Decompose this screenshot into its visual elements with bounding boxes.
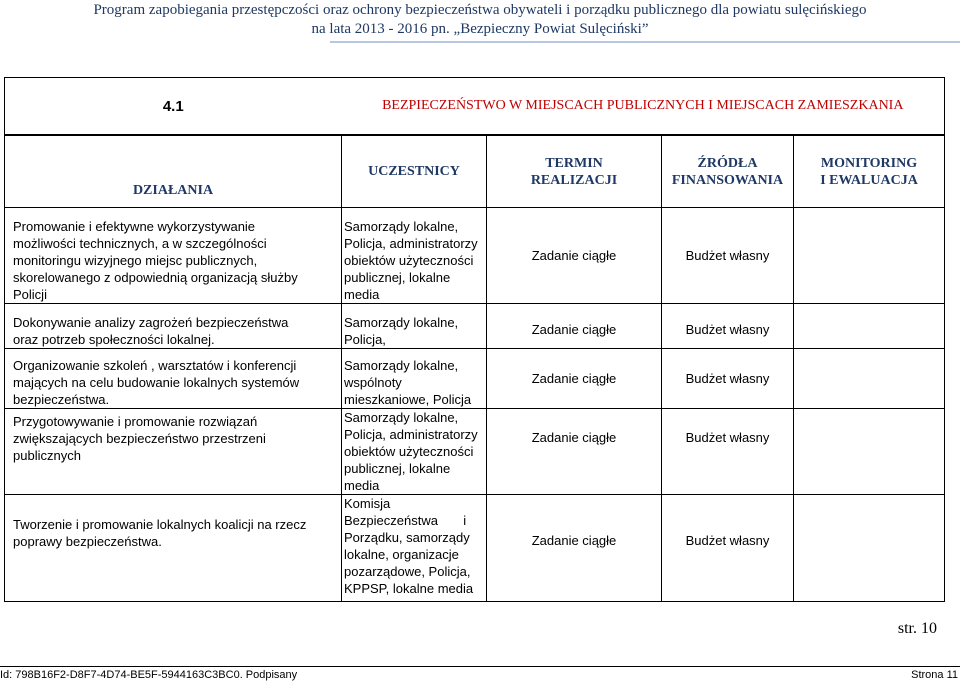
header-line-2: na lata 2013 - 2016 pn. „Bezpieczny Powiat Sulęciński” (311, 21, 649, 37)
participants-cell: Samorządy lokalne, Policja, administratorzy obiektów użyteczności publicznej, lokalne media (342, 409, 487, 495)
col-header-term: TERMIN REALIZACJI (487, 136, 662, 208)
action-cell: Tworzenie i promowanie lokalnych koalicji na rzecz poprawy bezpieczeństwa. (5, 495, 342, 602)
page-of-label: Strona 11 (911, 669, 958, 681)
section-title: BEZPIECZEŃSTWO W MIEJSCACH PUBLICZNYCH I MIEJSCACH ZAMIESZKANIA (342, 78, 945, 135)
participants-cell: Komisja Bezpieczeństwa i Porządku, samorządy lokalne, organizacje pozarządowe, Policja, KPPSP, lokalne media (342, 495, 487, 602)
action-cell: Organizowanie szkoleń , warsztatów i konferencji mających na celu budowanie lokalnych systemów bezpieczeństwa. (5, 349, 342, 409)
funding-cell: Budżet własny (662, 409, 794, 495)
monitoring-cell (794, 495, 945, 602)
table-row (5, 409, 945, 495)
term-cell: Zadanie ciągłe (487, 208, 662, 304)
monitoring-cell (794, 304, 945, 349)
action-cell: Promowanie i efektywne wykorzystywanie możliwości technicznych, a w szczególności monitoringu wizyjnego miejsc publicznych, skorelowanego z odpowiednią organizacją służby Policji (5, 208, 342, 304)
header-line-1: Program zapobiegania przestępczości oraz ochrony bezpieczeństwa obywateli i porządku publicznego dla powiatu sulęcińskiego (93, 2, 867, 18)
funding-cell: Budżet własny (662, 208, 794, 304)
participants-cell: Samorządy lokalne, wspólnoty mieszkaniowe, Policja (342, 349, 487, 409)
table-row (5, 349, 945, 409)
header-divider (330, 41, 960, 43)
table-row (5, 495, 945, 602)
footer-divider (0, 666, 960, 667)
funding-cell: Budżet własny (662, 304, 794, 349)
col-header-monitoring: MONITORING I EWALUACJA (794, 136, 945, 208)
term-cell: Zadanie ciągłe (487, 304, 662, 349)
column-header-row (5, 136, 945, 208)
monitoring-cell (794, 349, 945, 409)
col-header-actions: DZIAŁANIA (5, 136, 342, 208)
term-cell: Zadanie ciągłe (487, 349, 662, 409)
action-cell: Dokonywanie analizy zagrożeń bezpieczeństwa oraz potrzeb społeczności lokalnej. (5, 304, 342, 349)
table-row (5, 304, 945, 349)
term-cell: Zadanie ciągłe (487, 409, 662, 495)
monitoring-cell (794, 409, 945, 495)
section-number: 4.1 (5, 78, 342, 135)
funding-cell: Budżet własny (662, 349, 794, 409)
col-header-participants: UCZESTNICY (342, 136, 487, 208)
col-header-funding: ŹRÓDŁA FINANSOWANIA (662, 136, 794, 208)
page-number-label: str. 10 (897, 620, 937, 637)
document-id: Id: 798B16F2-D8F7-4D74-BE5F-5944163C3BC0. Podpisany (0, 669, 298, 681)
program-table (4, 77, 945, 602)
participants-cell: Samorządy lokalne, Policja, administratorzy obiektów użyteczności publicznej, lokalne media (342, 208, 487, 304)
action-cell: Przygotowywanie i promowanie rozwiązań zwiększających bezpieczeństwo przestrzeni publicznych (5, 409, 342, 495)
table-row (5, 208, 945, 304)
monitoring-cell (794, 208, 945, 304)
term-cell: Zadanie ciągłe (487, 495, 662, 602)
section-row (5, 78, 945, 135)
funding-cell: Budżet własny (662, 495, 794, 602)
participants-cell: Samorządy lokalne, Policja, (342, 304, 487, 349)
